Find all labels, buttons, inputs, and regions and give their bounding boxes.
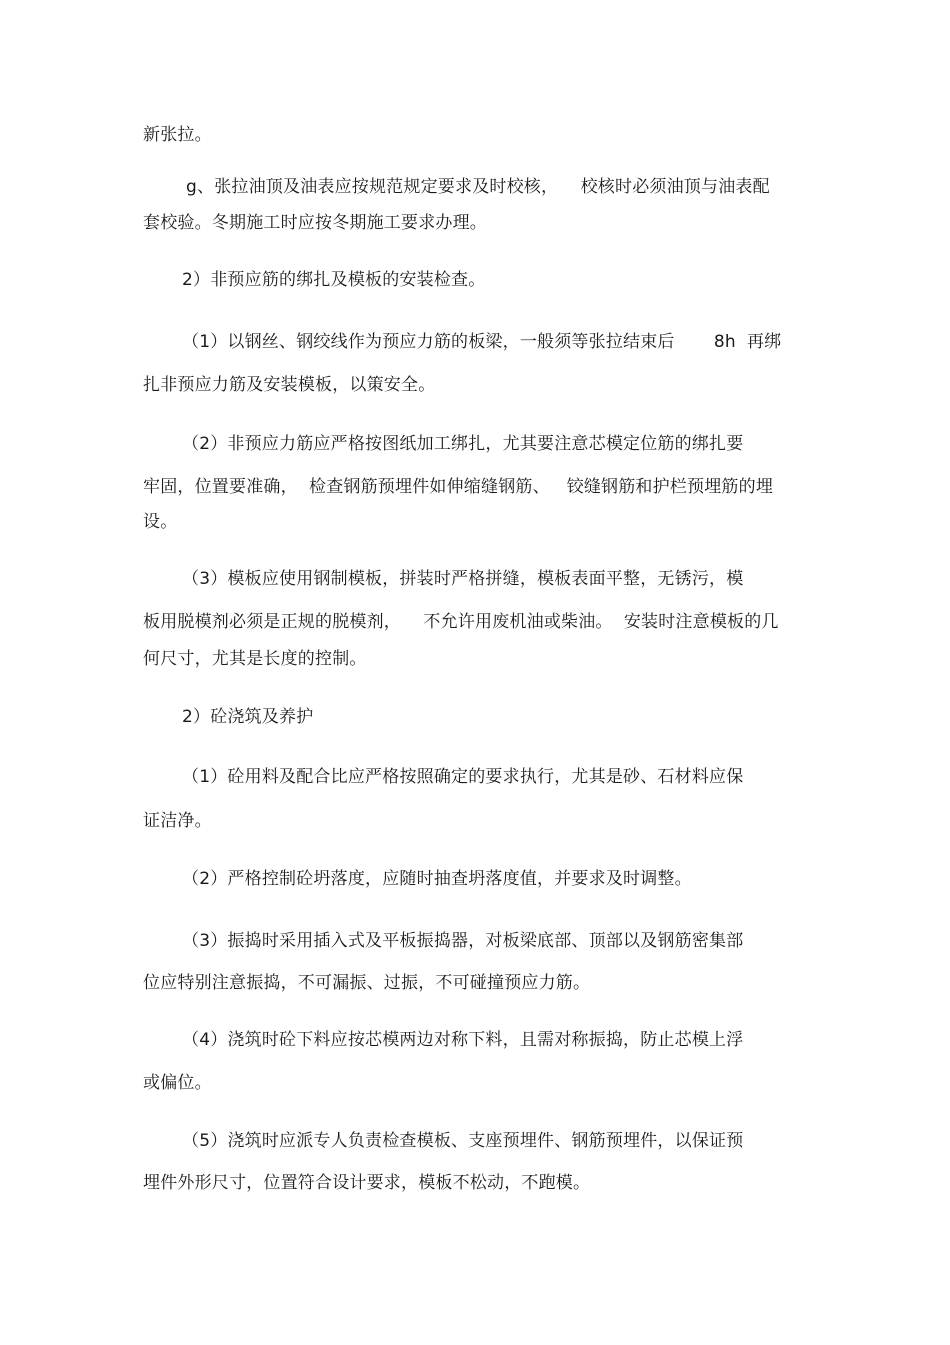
text-line: （1）砼用料及配合比应严格按照确定的要求执行，尤其是砂、石材料应保 (182, 767, 744, 787)
text-line: 证洁净。 (143, 811, 212, 831)
section-heading: 2）砼浇筑及养护 (182, 707, 314, 727)
text-line: （4）浇筑时砼下料应按芯模两边对称下料，且需对称振捣，防止芯模上浮 (182, 1030, 744, 1050)
text-line: （3）模板应使用钢制模板，拼装时严格拼缝，模板表面平整，无锈污，模 (182, 569, 744, 589)
text-line: 板用脱模剂必须是正规的脱模剂， 不允许用废机油或柴油。 安装时注意模板的几 (143, 612, 779, 632)
text-line: 牢固，位置要准确， 检查钢筋预埋件如伸缩缝钢筋、 铰缝钢筋和护栏预埋筋的埋 (143, 477, 774, 497)
text-line: 设。 (143, 512, 178, 532)
text-line: 或偏位。 (143, 1073, 212, 1093)
text-line: 套校验。冬期施工时应按冬期施工要求办理。 (143, 213, 487, 233)
text-line: 位应特别注意振捣，不可漏振、过振，不可碰撞预应力筋。 (143, 973, 591, 993)
text-line: 新张拉。 (143, 125, 212, 145)
text-line: （1）以钢丝、钢绞线作为预应力筋的板梁，一般须等张拉结束后 8h 再绑 (182, 332, 782, 352)
text-line: （3）振捣时采用插入式及平板振捣器，对板梁底部、顶部以及钢筋密集部 (182, 931, 744, 951)
text-line: 扎非预应力筋及安装模板，以策安全。 (143, 375, 436, 395)
text-line: （2）严格控制砼坍落度，应随时抽查坍落度值，并要求及时调整。 (182, 869, 692, 889)
section-heading: 2）非预应筋的绑扎及模板的安装检查。 (182, 270, 486, 290)
text-line: g、张拉油顶及油表应按规范规定要求及时校核， 校核时必须油顶与油表配 (186, 177, 770, 197)
text-line: 埋件外形尺寸，位置符合设计要求，模板不松动，不跑模。 (143, 1173, 591, 1193)
text-line: （2）非预应力筋应严格按图纸加工绑扎，尤其要注意芯模定位筋的绑扎要 (182, 434, 744, 454)
text-line: （5）浇筑时应派专人负责检查模板、支座预埋件、钢筋预埋件，以保证预 (182, 1131, 744, 1151)
text-line: 何尺寸，尤其是长度的控制。 (143, 649, 367, 669)
